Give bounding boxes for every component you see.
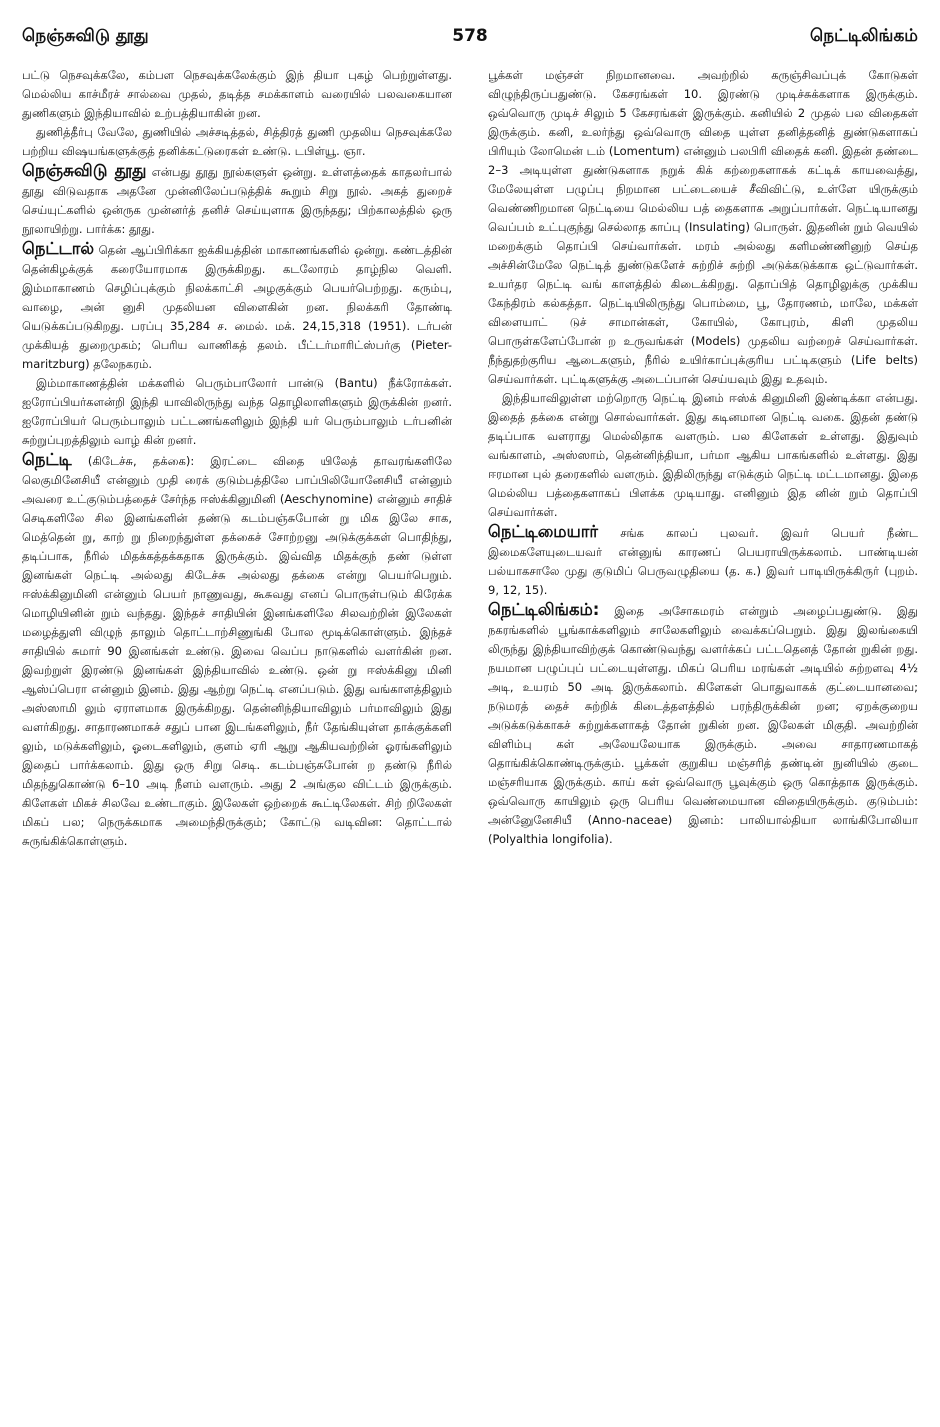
entry-nenjuvidu-thoothu: நெஞ்சுவிடு தூது என்பது தூது நூல்களுள் ஒன்று. உள்ளத்தைக் காதலர்பால் தூது விடுவதாக அதனே முன்னிலேப்படுத்திக் கூறும் சிறு நூல். அகத் துறைச் செய்யுட்களில் ஒன்ருக முன்னர்த் தனிச் செய்யுளாக இருந்தது; பிற்காலத்தில் ஒரு நூலாயிற்று. பார்க்க: தூது. [22,161,452,236]
paragraph: பட்டு நெசவுக்கலே, கம்பள நெசவுக்கலேக்கும் இந் தியா புகழ் பெற்றுள்ளது. மெல்லிய காச்மீரச் சால்வை முதல், தடித்த சமக்காளம் வரையில் பலவகையான துணிகளும் இந்தியாவில் உற்பத்தியாகின் றன. [22,68,452,120]
running-head-right: நெட்டிலிங்கம் [810,26,918,46]
paragraph: இந்தியாவிலுள்ள மற்றொரு நெட்டி இனம் ஈஸ்க் கினுமினி இண்டிக்கா என்பது. இதைத் தக்கை என்று சொல்வார்கள். இது கடினமான நெட்டி வகை. இதன் தண்டு தடிப்பாக வளராது மெல்லிதாக வளரும். பல கிளேகள் உள்ளது. இதுவும் வங்காளம், அஸ்ஸாம், தென்னிந்தியா, பர்மா ஆகிய பாகங்களில் உள்ளது. இது ஈரமான புல் தரைகளில் வளரும். இதிலிருந்து எடுக்கும் நெட்டி மட்டமானது. இதை மெல்லிய பத்தைகளாகப் பிளக்க முடியாது. எனினும் இத னின் றும் தொப்பி செய்வார்கள். [488,391,918,519]
paragraph: இம்மாகாணத்தின் மக்களில் பெரும்பாலோர் பான்டு (Bantu) நீக்ரோக்கள். ஐரோப்பியர்களன்றி இந்தி யாவிலிருந்து வந்த தொழிலாளிகளும் இருக்கின் றனர். ஐரோப்பியர் பெரும்பாலும் பட்டணங்களிலும் இந்தி யர் பெரும்பாலும் டர்பனின் சுற்றுப்புறத்திலும் வாழ் கின் றனர். [22,376,452,447]
entry-nettal: நெட்டால் தென் ஆப்பிரிக்கா ஐக்கியத்தின் மாகாணங்களில் ஒன்று. கண்டத்தின் தென்கிழக்குக் கரையோரமாக இருக்கிறது. கடலோரம் தாழ்நில வெளி. இம்மாகாணம் செழிப்புக்கும் நிலக்காட்சி அழகுக்கும் பெயர்பெற்றது. கரும்பு, வாழை, அன் னுசி முதலியன விளைகின் றன. நிலக்கரி தோண்டி யெடுக்கப்படுகிறது. பரப்பு 35,284 ச. மைல். மக். 24,15,318 (1951). டர்பன் முக்கியத் துறைமுகம்; பெரிய வாணிகத் தலம். பீட்டர்மாரிட்ஸ்பர்கு (Pieter-maritzburg) தலேநகரம். [22,239,452,371]
left-column [22,66,452,1406]
entry-term: நெட்டி [22,450,72,469]
page-header [22,26,918,60]
paragraph: பூக்கள் மஞ்சள் நிறமானவை. அவற்றில் கருஞ்சிவப்புக் கோடுகள் விழுந்திருப்பதுண்டு. கேசரங்கள் 10. இரண்டு முடிச்சுக்களாக இருக்கும். ஒவ்வொரு முடிச் சிலும் 5 கேசரங்கள் இருக்கும். கனியில் 2 முதல் பல விதைகள் இருக்கும். கனி, உலர்ந்து ஒவ்வொரு விதை யுள்ள தனித்தனித் துண்டுகளாகப் பிரியும் லோமென் டம் (Lomentum) என்னும் பலபிரி விதைக் கனி. இதன் தண்டை 2–3 அடியுள்ள துண்டுகளாக நறுக் கிக் கற்றைகளாகக் கட்டிக் காயவைத்து, மேலேயுள்ள பழுப்பு நிறமான பட்டையைச் சீவிவிட்டு, உள்ளே யிருக்கும் வெண்ணிறமான நெட்டியை மெல்லிய பத் தைகளாக அறுப்பார்கள். நெட்டியானது வெப்பம் உட்புகுந்து செல்லாத காப்பு (Insulating) பொருள். இதனின் றும் வெயில் மறைக்கும் தொப்பி செய்வார்கள். மரம் அல்லது களிமண்ணினுற் செய்த அச்சின்மேலே நெட்டித் துண்டுகளேச் சுற்றிச் சுற்றி அடுக்கடுக்காக ஒட்டுவார்கள். உயர்தர நெட்டி வங் காளத்தில் கிடைக்கிறது. தொப்பித் தொழிலுக்கு முக்கிய கேந்திரம் கல்கத்தா. நெட்டியிலிருந்து பொம்மை, பூ, தோரணம், மாலே, மக்கள் விளையாட் டுச் சாமான்கள், கோயில், கோபுரம், கிளி முதலிய பொருள்களேப்போன் ற உருவங்கள் (Models) முதலிய வற்றைச் செய்வார்கள். நீந்துதற்குரிய ஆடைகளும், நீரில் உயிர்காப்புக்குரிய பட்டிகளும் (Life belts) செய்வார்கள். புட்டிகளுக்கு அடைப்பான் செய்யவும் இது உதவும். [488,68,918,386]
entry-term: நெட்டிலிங்கம்: [488,600,600,619]
entry-term: நெஞ்சுவிடு தூது [22,161,147,180]
entry-term: நெட்டிமையார் [488,522,598,541]
entry-nettilingam: நெட்டிலிங்கம்: இதை அசோகமரம் என்றும் அழைப்பதுண்டு. இது நகரங்களில் பூங்காக்களிலும் சாலேகளிலும் வைக்கப்பெறும். இது இலங்கையி லிருந்து இந்தியாவிற்குக் கொண்டுவந்து வளர்க்கப் பட்டதெனத் தோன் றுகின் றது. நயமான பழுப்புப் பட்டையுள்ளது. மிகப் பெரிய மரங்கள் அடியில் சுற்றளவு 4½ அடி, உயரம் 50 அடி இருக்கலாம். கிளேகள் பொதுவாகக் குட்டையானவை; நடுமரத் தைச் சுற்றிக் கிடைத்தளத்தில் பரந்திருக்கின் றன; ஏறக்குறைய அடுக்கடுக்காகச் சுற்றுக்களாகத் தோன் றுகின் றன. இலேகள் மிகுதி. அவற்றின் விளிம்பு கள் அலேயலேயாக இருக்கும். அவை சாதாரணமாகத் தொங்கிக்கொண்டிருக்கும். பூக்கள் குறுகிய மஞ்சரித் தண்டின் நுனியில் குடை மஞ்சரியாக இருக்கும். காய் கள் ஒவ்வொரு பூவுக்கும் ஒரு கொத்தாக இருக்கும். ஒவ்வொரு காயிலும் ஒரு பெரிய வெண்மையான விதையிருக்கும். குடும்பம்: அன்னுேனேசியீ (Anno-naceae) இனம்: பாலியால்தியா லாங்கிபோலியா (Polyalthia longifolia). [488,600,918,846]
running-head-left: நெஞ்சுவிடு தூது [22,26,149,46]
paragraph: துணித்தீர்பு வேலே, துணியில் அச்சடித்தல், சித்திரத் துணி முதலிய நெசவுக்கலே பற்றிய விஷயங்களுக்குத் தனிக்கட்டுரைகள் உண்டு. டபிள்யூ. ஞா. [22,125,452,158]
page-number: 578 [452,26,488,46]
entry-netti: நெட்டி (கிடேச்சு, தக்கை): இரட்டை விதை யிலேத் தாவரங்களிலே லெகுமினேசியீ என்னும் முதி ரைக் குடும்பத்திலே பாப்பிலியோனேசியீ என்னும் அவரை உட்குடும்பத்தைச் சேர்ந்த ஈஸ்க்கினுமினி (Aeschynomine) என்னும் சாதிச் செடிகளிலே சில இனங்களின் தண்டு கடம்பஞ்சுபோன் று மிக இலே சாக, மெத்தென் று, காற் று நிறைந்துள்ள தக்கைச் சோற்றனு அடுக்குக்கள் பொதிந்து, தடிப்பாக, நீரில் மிதக்கத்தக்கதாக இருக்கும். இவ்வித மிதக்குந் தண் டுள்ள இனங்கள் நெட்டி அல்லது கிடேச்சு அல்லது தக்கை என்று பெயர்பெறும். ஈஸ்க்கினுமினி என்னும் பெயர் நாணுவது, கூசுவது எனப் பொருள்படும் கிரேக்க மொழியினின் றும் வந்தது. இந்தச் சாதியின் இனங்களிலே சிலவற்றின் இலேகள் மழைத்துளி விழுந் தாலும் தொட்டாற்சிணுங்கி போல மூடிக்கொள்ளும். இந்தச் சாதியில் சுமார் 90 இனங்கள் உண்டு. இவை வெப்ப நாடுகளில் வளர்கின் றன. இவற்றுள் இரண்டு இனங்கள் இந்தியாவில் உண்டு. ஒன் று ஈஸ்க்கினு மினி ஆஸ்ப்பெரா என்னும் இனம். இது ஆற்று நெட்டி எனப்படும். இது வங்காளத்திலும் அஸ்ஸாமி லும் ஏராளமாக இருக்கிறது. தென்னிந்தியாவிலும் பர்மாவிலும் இது வளர்கிறது. சாதாரணமாகச் சதுப் பான இடங்களிலும், நீர் தேங்கியுள்ள தாக்குக்களி லும், மடுக்களிலும், ஓடைகளிலும், குளம் ஏரி ஆறு ஆகியவற்றின் ஓரங்களிலும் இதைப் பார்க்கலாம். இது ஒரு சிறு செடி. கடம்பஞ்சுபோன் ற தண்டு நீரில் மிதந்துகொண்டு 6–10 அடி நீளம் வளரும். அது 2 அங்குல விட்டம் இருக்கும். கிளேகள் மிகச் சிலவே உண்டாகும். இலேகள் ஒற்றைக் கூட்டிலேகள். சிற் றிலேகள் மிகப் பல; நெருக்கமாக அமைந்திருக்கும்; கோட்டு வடிவின: தொட்டால் சுருங்கிக்கொள்ளும். [22,450,452,848]
right-column [488,66,918,1406]
entry-nettimaiyar: நெட்டிமையார் சங்க காலப் புலவர். இவர் பெயர் நீண்ட இமைகளேயுடையவர் என்னுங் காரணப் பெயராயிருக்கலாம். பாண்டியன் பல்யாகசாலே முது குடுமிப் பெருவழுதியை (த. க.) இவர் பாடியிருக்கிருர் (புறம். 9, 12, 15). [488,522,918,597]
entry-term: நெட்டால் [22,239,95,258]
